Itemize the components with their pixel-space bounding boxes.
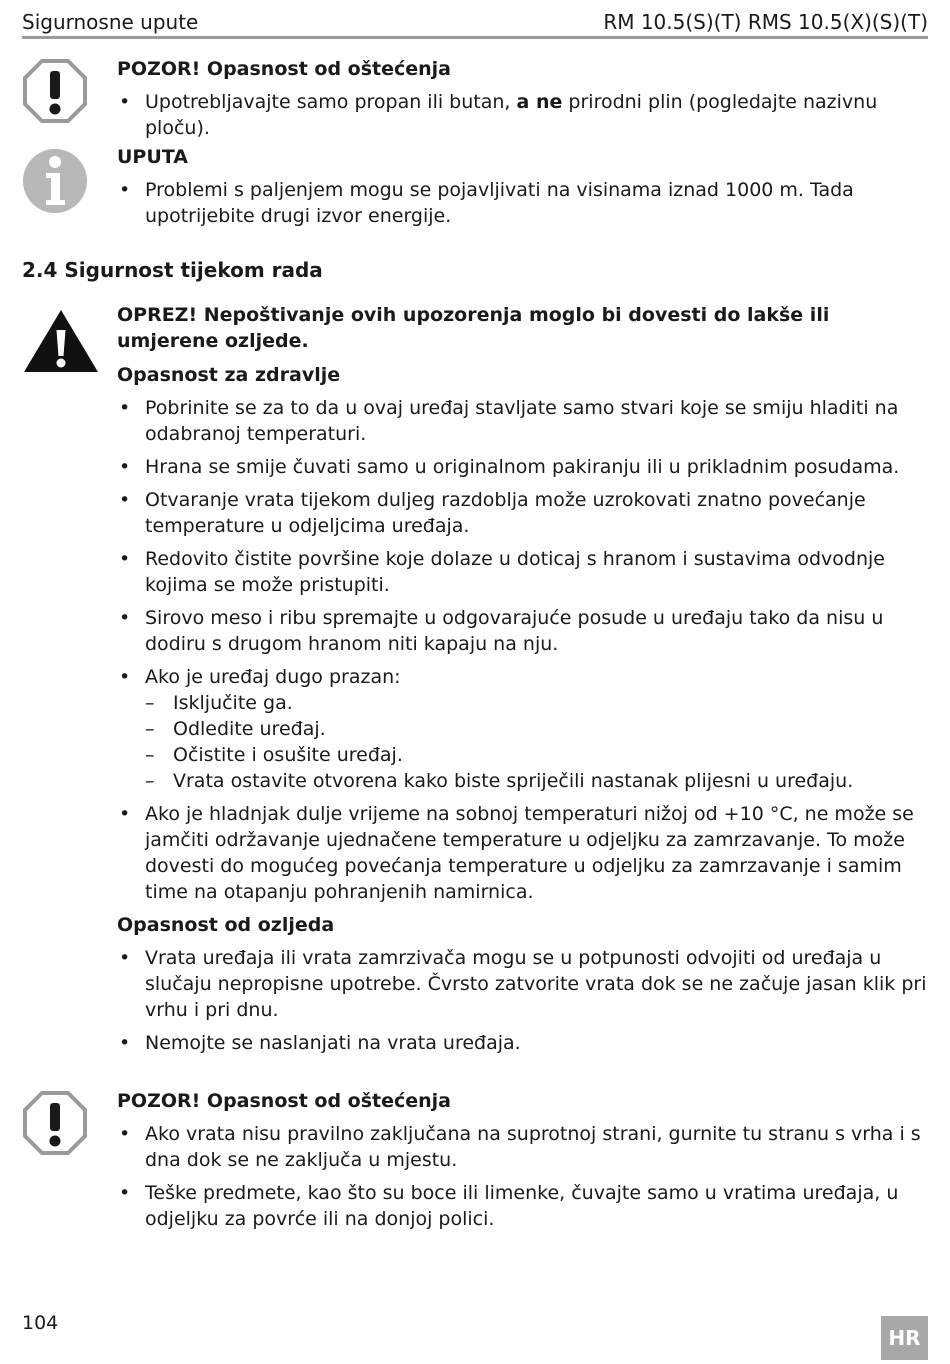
- header-section-title: Sigurnosne upute: [22, 10, 199, 34]
- list-item: • Ako je hladnjak dulje vrijeme na sobnoj temperaturi nižoj od +10 °C, ne može se jamčiti održavanje ujednačene temperature u odjeljku za zamrzavanje. To može dovesti do mogućeg povećanja temperature u odjeljku za zamrzavanje i samim time na otapanju pohranjenih namirnica.: [117, 801, 932, 905]
- sub-list-item: – Isključite ga.: [145, 690, 932, 716]
- warning-triangle-icon: [22, 308, 100, 374]
- list-item: • Otvaranje vrata tijekom duljeg razdoblja može uzrokovati znatno povećanje temperature u odjeljcima uređaja.: [117, 487, 932, 539]
- sub-list-item: – Očistite i osušite uređaj.: [145, 742, 932, 768]
- section-heading: 2.4 Sigurnost tijekom rada: [22, 258, 323, 282]
- list-item: • Upotrebljavajte samo propan ili butan, a ne prirodni plin (pogledajte nazivnu ploču).: [117, 89, 932, 141]
- list-item: • Sirovo meso i ribu spremajte u odgovarajuće posude u uređaju tako da nisu u dodiru s drugom hranom niti kapaju na nju.: [117, 605, 932, 657]
- exclamation-octagon-icon: [22, 58, 88, 124]
- caution-title: OPREZ! Nepoštivanje ovih upozorenja moglo bi dovesti do lakše ili umjerene ozljede.: [117, 304, 830, 352]
- list-item: • Ako vrata nisu pravilno zaključana na suprotnoj strani, gurnite tu stranu s vrha i s dna dok se ne zaključa u mjestu.: [117, 1121, 932, 1173]
- list-item: • Ako je uređaj dugo prazan: – Isključite ga. – Odledite uređaj. – Očistite i osušite uređaj. – Vrata ostavite otvorena kako biste spriječili nastanak plijesni u uređaju.: [117, 664, 932, 794]
- list-item: • Redovito čistite površine koje dolaze u doticaj s hranom i sustavima odvodnje kojima se može pristupiti.: [117, 546, 932, 598]
- caution-block: [22, 302, 930, 1072]
- sub-list-item: – Odledite uređaj.: [145, 716, 932, 742]
- list-item: • Teške predmete, kao što su boce ili limenke, čuvajte samo u vratima uređaja, u odjeljku za povrće ili na donjoj polici.: [117, 1180, 932, 1232]
- notice-damage-gas: [22, 56, 930, 139]
- list-item: • Vrata uređaja ili vrata zamrzivača mogu se u potpunosti odvojiti od uređaja u slučaju nepropisne upotrebe. Čvrsto zatvorite vrata dok se ne začuje jasan klik pri vrhu i pri dnu.: [117, 945, 932, 1023]
- list-item: • Problemi s paljenjem mogu se pojavljivati na visinama iznad 1000 m. Tada upotrijebite drugi izvor energije.: [117, 177, 932, 229]
- subheading-health: Opasnost za zdravlje: [117, 364, 341, 386]
- notice-title: POZOR! Opasnost od oštećenja: [117, 58, 451, 80]
- notice-damage-door: [22, 1088, 930, 1238]
- sub-list-item: – Vrata ostavite otvorena kako biste spriječili nastanak plijesni u uređaju.: [145, 768, 932, 794]
- list-item: • Nemojte se naslanjati na vrata uređaja.: [117, 1030, 932, 1056]
- notice-title: UPUTA: [117, 146, 188, 168]
- info-circle-icon: [22, 146, 88, 214]
- list-item: • Hrana se smije čuvati samo u originalnom pakiranju ili u prikladnim posudama.: [117, 454, 932, 480]
- header-model-numbers: RM 10.5(S)(T) RMS 10.5(X)(S)(T): [603, 10, 928, 34]
- list-item: • Pobrinite se za to da u ovaj uređaj stavljate samo stvari koje se smiju hladiti na odabranoj temperaturi.: [117, 395, 932, 447]
- page-number: 104: [22, 1312, 59, 1334]
- language-badge: HR: [881, 1316, 928, 1360]
- notice-title: POZOR! Opasnost od oštećenja: [117, 1090, 451, 1112]
- subheading-injury: Opasnost od ozljeda: [117, 914, 335, 936]
- page-header: [22, 9, 928, 39]
- notice-info-altitude: [22, 144, 930, 234]
- exclamation-octagon-icon: [22, 1090, 88, 1156]
